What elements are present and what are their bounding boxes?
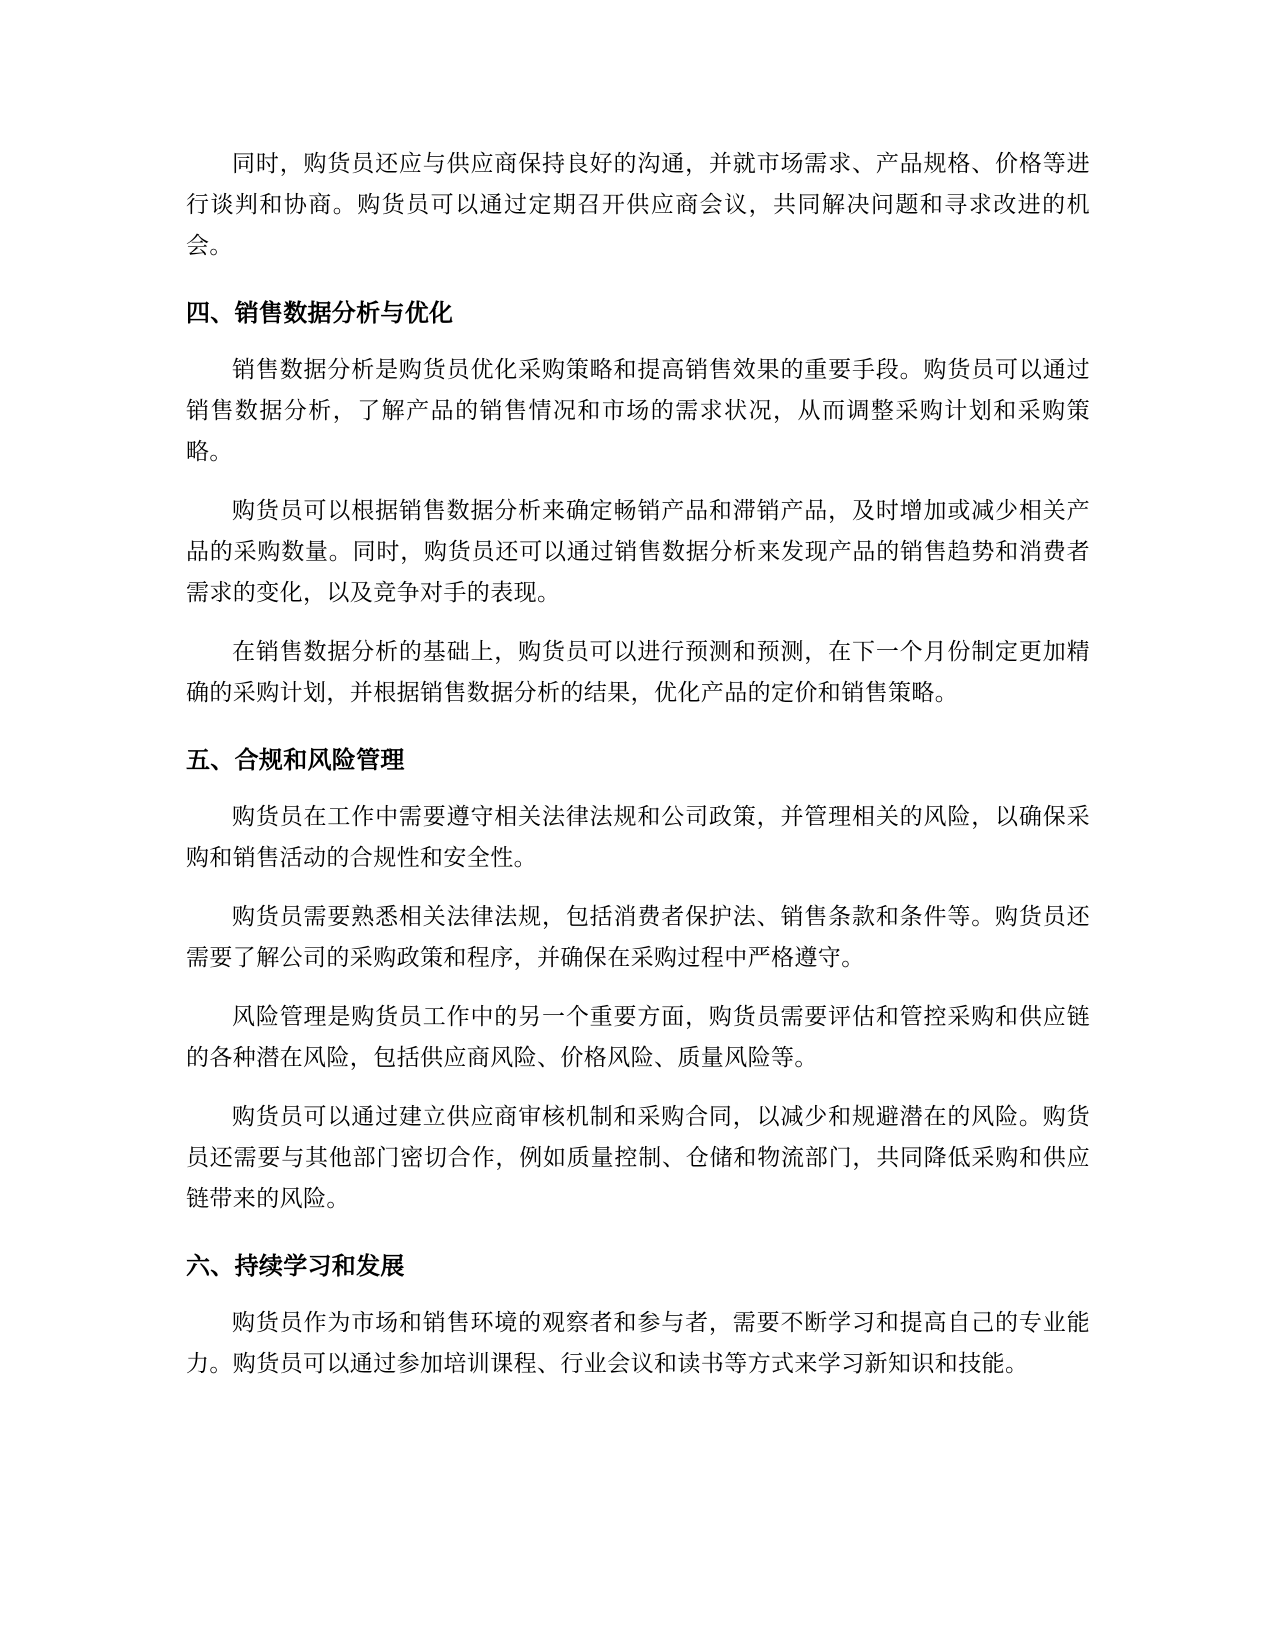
section-heading-sales-data-analysis: 四、销售数据分析与优化 [186,299,454,327]
document-page [186,144,1090,1403]
paragraph-risk-mitigation: 购货员可以通过建立供应商审核机制和采购合同，以减少和规避潜在的风险。购货员还需要与其他部门密切合作，例如质量控制、仓储和物流部门，共同降低采购和供应链带来的风险。 [186,1104,1090,1212]
section-heading-continuous-learning: 六、持续学习和发展 [186,1252,405,1280]
section-heading-compliance-risk: 五、合规和风险管理 [186,746,405,774]
paragraph-supplier-communication: 同时，购货员还应与供应商保持良好的沟通，并就市场需求、产品规格、价格等进行谈判和协商。购货员可以通过定期召开供应商会议，共同解决问题和寻求改进的机会。 [186,151,1090,259]
paragraph-sales-analysis-intro: 销售数据分析是购货员优化采购策略和提高销售效果的重要手段。购货员可以通过销售数据分析，了解产品的销售情况和市场的需求状况，从而调整采购计划和采购策略。 [186,357,1090,465]
paragraph-forecast-planning: 在销售数据分析的基础上，购货员可以进行预测和预测，在下一个月份制定更加精确的采购计划，并根据销售数据分析的结果，优化产品的定价和销售策略。 [186,639,1090,706]
paragraph-best-slow-sellers: 购货员可以根据销售数据分析来确定畅销产品和滞销产品，及时增加或减少相关产品的采购数量。同时，购货员还可以通过销售数据分析来发现产品的销售趋势和消费者需求的变化，以及竞争对手的表现。 [186,498,1090,606]
paragraph-compliance-intro: 购货员在工作中需要遵守相关法律法规和公司政策，并管理相关的风险，以确保采购和销售活动的合规性和安全性。 [186,804,1090,871]
paragraph-laws-policies: 购货员需要熟悉相关法律法规，包括消费者保护法、销售条款和条件等。购货员还需要了解公司的采购政策和程序，并确保在采购过程中严格遵守。 [186,904,1090,971]
paragraph-risk-management: 风险管理是购货员工作中的另一个重要方面，购货员需要评估和管控采购和供应链的各种潜在风险，包括供应商风险、价格风险、质量风险等。 [186,1004,1090,1071]
paragraph-learning: 购货员作为市场和销售环境的观察者和参与者，需要不断学习和提高自己的专业能力。购货员可以通过参加培训课程、行业会议和读书等方式来学习新知识和技能。 [186,1310,1090,1377]
